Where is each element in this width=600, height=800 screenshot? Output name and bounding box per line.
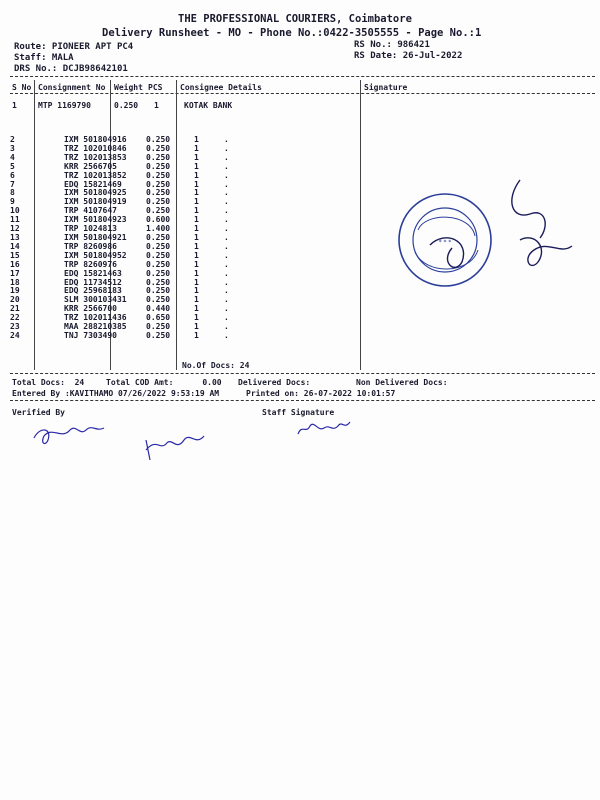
row-consignee: .: [224, 232, 229, 242]
row-sno: 4: [10, 152, 15, 162]
row-1-sno: 1: [12, 101, 17, 110]
non-delivered-docs: Non Delivered Docs:: [356, 378, 448, 387]
row-consignee: .: [224, 215, 229, 225]
row-consignment: EDQ 15821469: [64, 179, 122, 189]
row-1-pcs: 1: [154, 101, 159, 110]
row-weight: 0.600: [146, 215, 171, 225]
row-consignee: .: [224, 206, 229, 216]
row-consignee: .: [224, 143, 229, 153]
row-consignee: .: [224, 286, 229, 296]
row-sno: 18: [10, 277, 20, 287]
row-sno: 9: [10, 197, 15, 207]
row-sno: 12: [10, 224, 20, 234]
row-consignee: .: [224, 161, 229, 171]
row-sno: 19: [10, 286, 20, 296]
row-sno: 2: [10, 135, 15, 144]
rs-number: RS No.: 986421: [354, 40, 430, 50]
rs-date: RS Date: 26-Jul-2022: [354, 51, 463, 61]
row-consignment: TRZ 102013852: [64, 170, 127, 180]
col-signature: Signature: [364, 83, 408, 92]
row-1-consignee: KOTAK BANK: [184, 101, 233, 110]
handwritten-signature-staff: [298, 422, 350, 434]
row-consignment: TNJ 7303490: [64, 330, 117, 340]
row-weight: 0.250: [146, 170, 171, 180]
route-label: Route: PIONEER APT PC4: [14, 42, 134, 52]
row-weight: 0.250: [146, 161, 171, 171]
row-pcs: 1: [194, 135, 199, 144]
printed-on: Printed on: 26-07-2022 10:01:57: [246, 389, 396, 398]
company-title: THE PROFESSIONAL COURIERS, Coimbatore: [178, 13, 412, 25]
row-pcs: 1: [194, 179, 199, 189]
row-consignee: .: [224, 313, 229, 323]
row-consignee: .: [224, 268, 229, 278]
row-consignment: TRP 8260986: [64, 241, 117, 251]
row-pcs: 1: [194, 224, 199, 234]
row-sno: 5: [10, 161, 15, 171]
row-pcs: 1: [194, 206, 199, 216]
row-consignment: TRZ 102013853: [64, 152, 127, 162]
row-pcs: 1: [194, 330, 199, 340]
row-sno: 11: [10, 215, 20, 225]
row-pcs: 1: [194, 295, 199, 305]
row-pcs: 1: [194, 215, 199, 225]
row-sno: 23: [10, 322, 20, 332]
col-consignee: Consignee Details: [180, 83, 262, 92]
row-consignee: .: [224, 170, 229, 180]
row-consignment: IXM 501804916: [64, 135, 127, 144]
row-weight: 0.250: [146, 295, 171, 305]
row-consignee: .: [224, 135, 229, 144]
row-sno: 13: [10, 232, 20, 242]
row-weight: 0.250: [146, 241, 171, 251]
row-consignee: .: [224, 224, 229, 234]
stamp-lettering: * * *: [438, 239, 452, 246]
row-weight: 0.250: [146, 277, 171, 287]
row-consignment: IXM 501804919: [64, 197, 127, 207]
row-consignment: TRP 8260976: [64, 259, 117, 269]
row-weight: 0.250: [146, 206, 171, 216]
row-pcs: 1: [194, 250, 199, 260]
row-consignee: .: [224, 277, 229, 287]
total-cod: Total COD Amt: 0.00: [106, 378, 222, 387]
row-sno: 20: [10, 295, 20, 305]
row-consignment: TRP 4107647: [64, 206, 117, 216]
row-weight: 0.250: [146, 232, 171, 242]
row-consignee: .: [224, 330, 229, 340]
row-sno: 16: [10, 259, 20, 269]
runsheet-subtitle: Delivery Runsheet - MO - Phone No.:0422-3505555 - Page No.:1: [102, 27, 482, 39]
row-consignee: .: [224, 259, 229, 269]
verified-by-label: Verified By: [12, 408, 65, 417]
total-docs: Total Docs: 24: [12, 378, 85, 387]
row-sno: 15: [10, 250, 20, 260]
handwritten-signature-verified: [34, 428, 204, 460]
row-consignment: IXM 501804952: [64, 250, 127, 260]
row-sno: 3: [10, 143, 15, 153]
row-consignee: .: [224, 188, 229, 198]
row-consignee: .: [224, 197, 229, 207]
row-consignee: .: [224, 304, 229, 314]
row-weight: 0.250: [146, 152, 171, 162]
row-pcs: 1: [194, 277, 199, 287]
row-consignee: .: [224, 295, 229, 305]
col-pcs: PCS: [148, 83, 163, 92]
row-consignment: IXM 501804923: [64, 215, 127, 225]
row-pcs: 1: [194, 152, 199, 162]
row-consignee: .: [224, 241, 229, 251]
row-weight: 0.250: [146, 286, 171, 296]
col-sno: S No: [12, 83, 32, 92]
row-weight: 0.250: [146, 250, 171, 260]
row-pcs: 1: [194, 170, 199, 180]
row-consignment: TRZ 102011436: [64, 313, 127, 323]
row-sno: 24: [10, 330, 20, 340]
handwritten-signature-right: [430, 180, 572, 267]
row-weight: 0.250: [146, 322, 171, 332]
row-consignee: .: [224, 152, 229, 162]
row-consignment: IXM 501804921: [64, 232, 127, 242]
row-pcs: 1: [194, 241, 199, 251]
row-weight: 1.400: [146, 224, 171, 234]
row-consignment: TRP 1024813: [64, 224, 117, 234]
row-consignee: .: [224, 250, 229, 260]
row-pcs: 1: [194, 161, 199, 171]
row-consignee: .: [224, 322, 229, 332]
row-weight: 0.250: [146, 135, 171, 144]
row-weight: 0.440: [146, 304, 171, 314]
row-sno: 22: [10, 313, 20, 323]
row-consignment: EDQ 15821463: [64, 268, 122, 278]
row-pcs: 1: [194, 313, 199, 323]
staff-signature-label: Staff Signature: [262, 408, 335, 417]
row-sno: 21: [10, 304, 20, 314]
row-weight: 0.250: [146, 268, 171, 278]
col-consignment: Consignment No: [38, 83, 106, 92]
row-weight: 0.650: [146, 313, 171, 323]
row-sno: 6: [10, 170, 15, 180]
row-sno: 17: [10, 268, 20, 278]
row-consignment: TRZ 102010846: [64, 143, 127, 153]
row-sno: 7: [10, 179, 15, 189]
col-weight: Weight: [114, 83, 143, 92]
row-1-weight: 0.250: [114, 101, 139, 110]
row-pcs: 1: [194, 197, 199, 207]
row-consignment: EDQ 25968183: [64, 286, 122, 296]
row-weight: 0.250: [146, 259, 171, 269]
row-pcs: 1: [194, 143, 199, 153]
row-consignment: KRR 2566705: [64, 161, 117, 171]
drs-number: DRS No.: DCJB98642101: [14, 64, 128, 74]
row-pcs: 1: [194, 322, 199, 332]
row-weight: 0.250: [146, 143, 171, 153]
row-consignment: KRR 2566700: [64, 304, 117, 314]
row-pcs: 1: [194, 286, 199, 296]
row-pcs: 1: [194, 304, 199, 314]
row-pcs: 1: [194, 268, 199, 278]
row-sno: 10: [10, 206, 20, 216]
row-consignee: .: [224, 179, 229, 189]
row-weight: 0.250: [146, 188, 171, 198]
row-consignment: MAA 288210385: [64, 322, 127, 332]
row-1-consignment: MTP 1169790: [38, 101, 91, 110]
delivered-docs: Delivered Docs:: [238, 378, 311, 387]
row-consignment: SLM 300103431: [64, 295, 127, 305]
entered-by: Entered By :KAVITHAMO 07/26/2022 9:53:19 AM: [12, 389, 220, 398]
staff-label: Staff: MALA: [14, 53, 74, 63]
row-weight: 0.250: [146, 197, 171, 207]
row-pcs: 1: [194, 188, 199, 198]
row-sno: 8: [10, 188, 15, 198]
no-of-docs: No.Of Docs: 24: [182, 361, 250, 370]
bank-stamp: [399, 194, 491, 286]
row-consignment: IXM 501804925: [64, 188, 127, 198]
row-sno: 14: [10, 241, 20, 251]
row-pcs: 1: [194, 259, 199, 269]
row-pcs: 1: [194, 232, 199, 242]
row-weight: 0.250: [146, 179, 171, 189]
row-weight: 0.250: [146, 330, 171, 340]
row-consignment: EDQ 11734512: [64, 277, 122, 287]
